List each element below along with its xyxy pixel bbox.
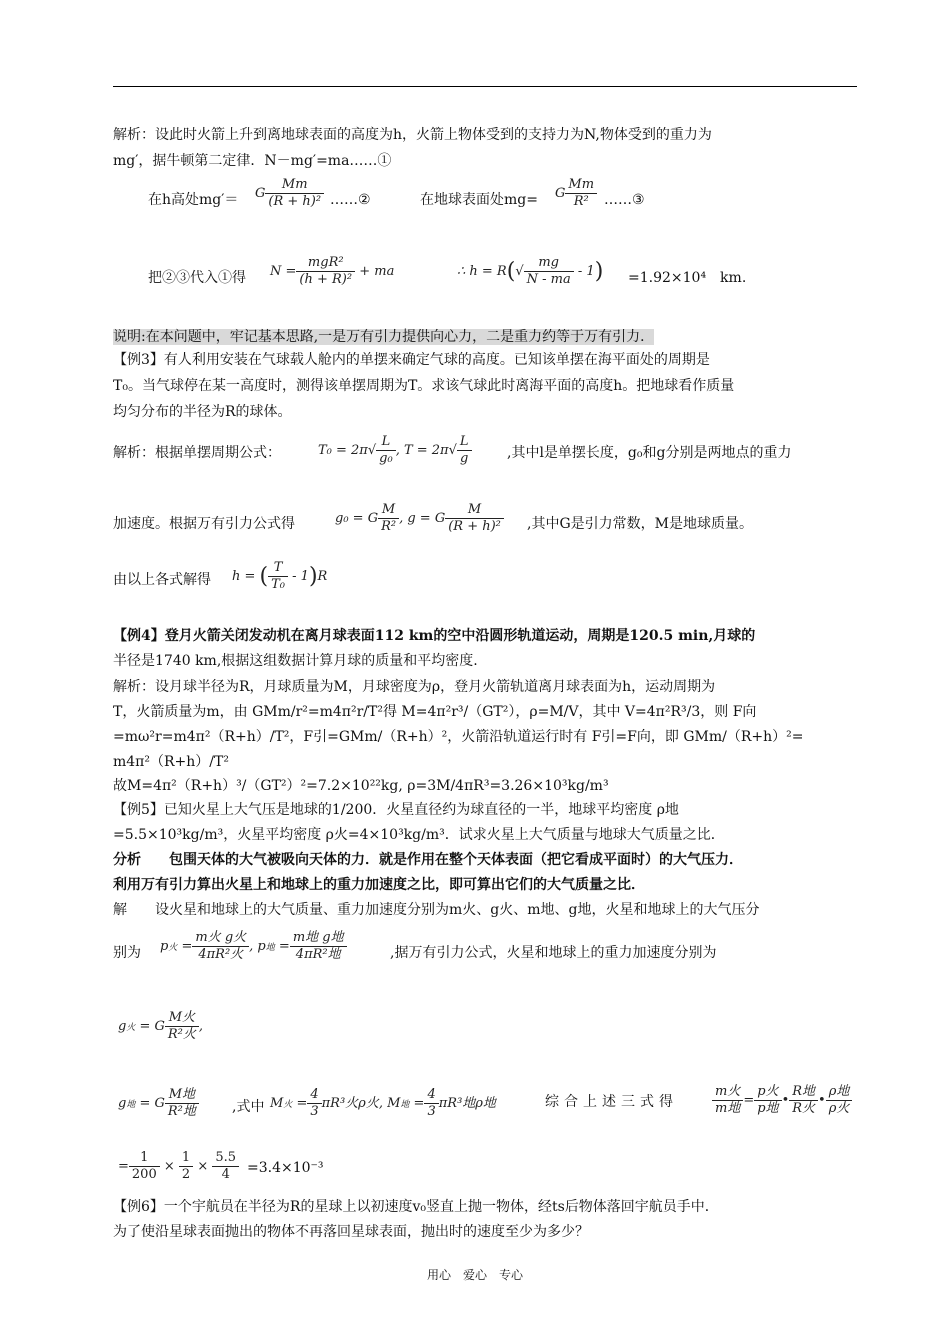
text-line: 利用万有引力算出火星上和地球上的重力加速度之比，即可算出它们的大气质量之比． (113, 877, 645, 893)
text-line: 解析：设月球半径为R，月球质量为M，月球密度为ρ，登月火箭轨道离月球表面为h，运动周期为 (113, 679, 716, 695)
result-value: =3.4×10⁻³ (247, 1160, 324, 1176)
text-line: =mω²r=m4π²（R+h）/T²，F引=GMm/（R+h）²，火箭沿轨道运行时有 F引=F向，即 GMm/（R+h）²= (113, 729, 804, 745)
formula-mass: M火 = $\frac{4}{3}$ πR³火ρ火, M地 = $\frac{4}{3}$ πR³地ρ地 (270, 1087, 496, 1119)
text-line: T，火箭质量为m，由 GMm/r²=m4π²r/T²得 M=4π²r³/（GT²），ρ=M/V，其中 V=4π²R³/3，则 F向 (113, 704, 757, 720)
page-footer: 用心 爱心 专心 (426, 1268, 523, 1282)
text-line: 均匀分布的半径为R的球体。 (113, 404, 292, 420)
h-result: =1.92×10⁴ km. (628, 270, 747, 286)
formula-pressure: p火 = $\frac{\text{m火 g火}}{\text{4πR²火}}$ , p地 = $\frac{\text{m地 g地}}{\text{4πR²地}}$ (160, 930, 347, 963)
text-ex5-split: 别为 (113, 945, 141, 961)
text-line: =5.5×10³kg/m³，火星平均密度 ρ火=4×10³kg/m³．试求火星上大气质量与地球大气质量之比． (113, 827, 725, 843)
text-line: 【例3】有人利用安装在气球载人舱内的单摆来确定气球的高度。已知该单摆在海平面处的周期是 (113, 352, 710, 368)
text-ex3-analysis-tail: ,其中l是单摆长度，g₀和g分别是两地点的重力 (507, 445, 792, 461)
text-line: mg′，据牛顿第二定律．N－mg′=ma……① (113, 153, 392, 169)
formula-gravity-h: G $\frac{Mm}{\text{(R + h)²}}$ (255, 177, 324, 210)
text-line: 解 设火星和地球上的大气质量、重力加速度分别为m火、g火、m地、g地，火星和地球上的大气压分 (113, 902, 760, 918)
text-ex3-grav-tail: ,其中G是引力常数，M是地球质量。 (527, 516, 753, 532)
formula-result: = $\frac{1}{200}$ × $\frac{1}{2}$ × $\frac{5.5}{4}$ (118, 1150, 239, 1183)
text-line: 半径是1740 km,根据这组数据计算月球的质量和平均密度. (113, 653, 478, 669)
text-line: 【例5】已知火星上大气压是地球的1/200．火星直径约为球直径的一半，地球平均密度 ρ地 (113, 802, 679, 818)
formula-period: T₀ = 2π√ $\frac{L}{\text{g₀}}$ , T = 2π√ $\frac{L}{g}$ (318, 434, 472, 467)
text-line: 故M=4π²（R+h）³/（GT²）²=7.2×10²²kg, ρ=3M/4πR³=3.26×10³kg/m³ (113, 778, 609, 794)
formula-g: g₀ = G $\frac{M}{\text{R²}}$ , g = G $\frac{M}{\text{(R + h)²}}$ (335, 502, 504, 535)
text-at-h: 在h高处mg′＝ (148, 192, 239, 208)
text-ex3-solve: 由以上各式解得 (113, 572, 211, 588)
text-sub-in: 把②③代入①得 (148, 270, 246, 286)
formula-g-mars: g火 = G $\frac{\text{M火}}{\text{R²火}}$ , (118, 1010, 204, 1042)
formula-N: N = $\frac{\text{mgR²}}{\text{(h + R)²}}$ + ma (270, 255, 395, 287)
note-highlight: 说明:在本问题中，牢记基本思路,一是万有引力提供向心力，二是重力约等于万有引力． (113, 329, 655, 345)
text-line: 【例4】登月火箭关闭发动机在离月球表面112 km的空中沿圆形轨道运动，周期是120.5 min,月球的 (113, 628, 756, 644)
eq-label-2: ……② (330, 192, 371, 208)
formula-h-ex3: h = ( $\frac{T}{\text{T₀}}$ - 1)R (232, 560, 328, 592)
text-line: 【例6】一个宇航员在半径为R的星球上以初速度v₀竖直上抛一物体，经ts后物体落回宇航员手中． (113, 1199, 719, 1215)
formula-g-earth: g地 = G $\frac{\text{M地}}{\text{R²地}}$ (118, 1087, 199, 1120)
text-ex5-where: ,式中 (232, 1099, 265, 1115)
text-line: m4π²（R+h）/T² (113, 754, 229, 770)
text-line: 为了使沿星球表面抛出的物体不再落回星球表面，抛出时的速度至少为多少？ (113, 1224, 589, 1240)
text-line: 分析 包围天体的大气被吸向天体的力．就是作用在整个天体表面（把它看成平面时）的大气压力． (113, 852, 743, 868)
text-at-surface: 在地球表面处mg= (420, 192, 538, 208)
text-ex5-combine: 综合上述三式得 (545, 1094, 678, 1110)
eq-label-3: ……③ (604, 192, 645, 208)
text-ex5-tail: ,据万有引力公式，火星和地球上的重力加速度分别为 (390, 945, 717, 961)
header-rule (113, 86, 857, 87)
text-ex3-grav: 加速度。根据万有引力公式得 (113, 516, 295, 532)
formula-ratio: $\frac{\text{m火}}{\text{m地}}$ = $\frac{\text{p火}}{\text{p地}}$ • $\frac{\text{R地}}{\text{R火}}$ • $\frac{\text{ρ地}}{\text{ρ火}}$ (712, 1084, 852, 1117)
text-line: 解析：设此时火箭上升到离地球表面的高度为h，火箭上物体受到的支持力为N,物体受到的重力为 (113, 127, 712, 143)
formula-h: ∴ h = R(√ $\frac{mg}{N - ma}$ - 1) (457, 255, 604, 287)
text-ex3-analysis: 解析：根据单摆周期公式： (113, 445, 281, 461)
formula-gravity-surface: G $\frac{Mm}{\text{R²}}$ (555, 177, 597, 210)
text-line: T₀。当气球停在某一高度时，测得该单摆周期为T。求该气球此时离海平面的高度h。把地球看作质量 (113, 378, 735, 394)
